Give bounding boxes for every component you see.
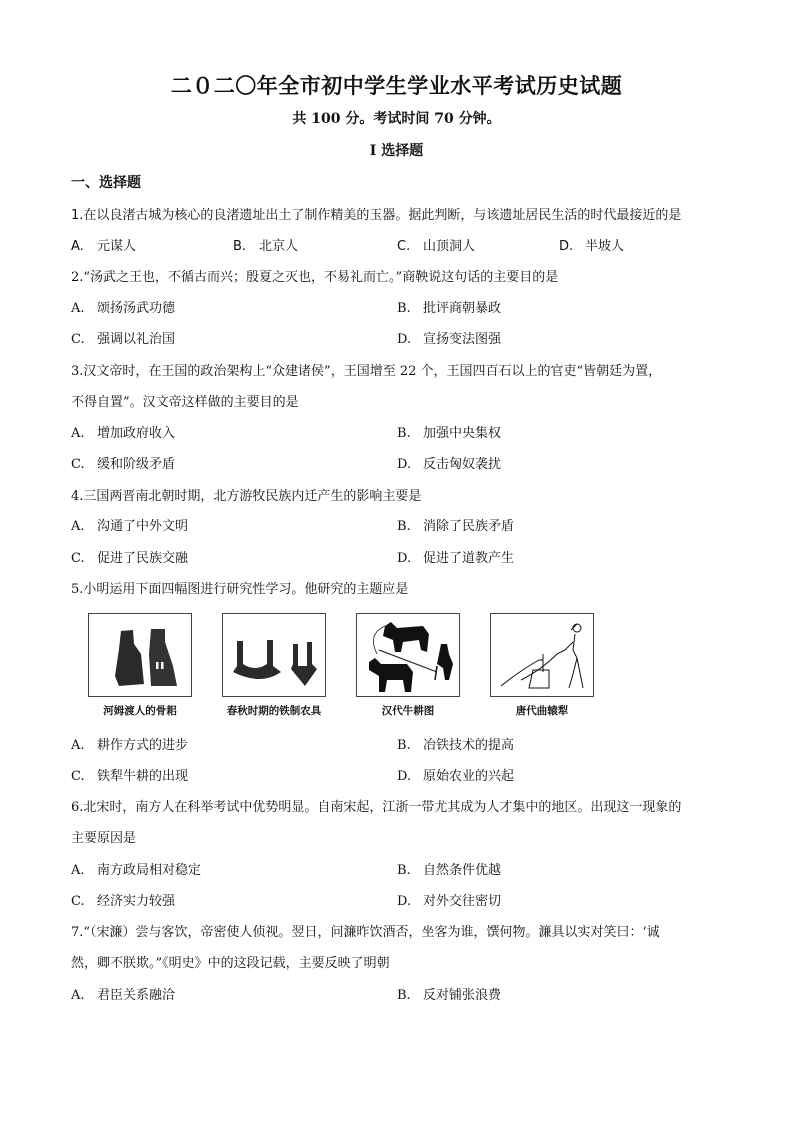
option-text: 君臣关系融洽	[97, 988, 176, 1003]
question-7-option-a[interactable]	[71, 984, 175, 1003]
option-text: 加强中央集权	[423, 426, 502, 441]
question-7-option-b[interactable]	[397, 984, 501, 1003]
question-3-option-a[interactable]	[71, 422, 175, 441]
question-2-option-c[interactable]	[71, 328, 175, 347]
question-4-option-a[interactable]	[71, 515, 188, 534]
exam-subtitle: 共 100 分。考试时间 70 分钟。	[292, 111, 501, 127]
question-1-option-c[interactable]	[397, 235, 475, 254]
question-1-option-b[interactable]	[233, 235, 298, 254]
curved-plow-image	[490, 613, 594, 697]
option-text: 颂扬汤武功德	[97, 301, 176, 316]
figure-caption: 汉代牛耕图	[381, 705, 435, 717]
option-label: A.	[71, 738, 85, 753]
option-text: 对外交往密切	[423, 894, 502, 909]
option-label: A.	[71, 301, 85, 316]
question-5-option-d[interactable]	[397, 765, 514, 784]
option-text: 冶铁技术的提高	[423, 738, 515, 753]
option-text: 沟通了中外文明	[97, 519, 189, 534]
question-1-option-a[interactable]	[71, 235, 136, 254]
option-label: B.	[397, 426, 411, 441]
option-label: D.	[397, 769, 412, 784]
figure-caption: 河姆渡人的骨耜	[103, 705, 177, 717]
option-label: A.	[71, 239, 84, 254]
option-label: C.	[71, 457, 85, 472]
option-label: C.	[397, 239, 411, 254]
question-3-option-c[interactable]	[71, 453, 175, 472]
question-3-option-d[interactable]	[397, 453, 501, 472]
option-text: 反对铺张浪费	[423, 988, 502, 1003]
option-text: 缓和阶级矛盾	[97, 457, 176, 472]
question-2-option-b[interactable]	[397, 297, 501, 316]
option-label: B.	[397, 863, 411, 878]
question-1-option-d[interactable]	[559, 235, 624, 254]
question-6-stem-line-2: 主要原因是	[71, 831, 137, 846]
option-text: 元谋人	[97, 239, 137, 254]
question-6-option-a[interactable]	[71, 859, 201, 878]
question-2-option-d[interactable]	[397, 328, 501, 347]
option-text: 批评商朝暴政	[423, 301, 502, 316]
iron-tools-image	[222, 613, 326, 697]
question-2-option-a[interactable]	[71, 297, 175, 316]
question-5-option-c[interactable]	[71, 765, 188, 784]
option-label: C.	[71, 332, 85, 347]
option-text: 北京人	[259, 239, 299, 254]
question-4-option-d[interactable]	[397, 547, 514, 566]
question-1-stem: 1.在以良渚古城为核心的良渚遗址出土了制作精美的玉器。据此判断，与该遗址居民生活的时代最接近的是	[71, 208, 682, 223]
option-label: B.	[397, 738, 411, 753]
option-text: 原始农业的兴起	[423, 769, 515, 784]
option-text: 山顶洞人	[423, 239, 476, 254]
question-6-option-c[interactable]	[71, 890, 175, 909]
option-label: A.	[71, 519, 85, 534]
option-label: B.	[233, 239, 247, 254]
option-label: A.	[71, 426, 85, 441]
question-7-stem-line-2: 然，卿不朕欺。”《明史》中的这段记载，主要反映了明朝	[71, 956, 390, 971]
option-label: D.	[397, 457, 412, 472]
option-label: D.	[397, 551, 412, 566]
option-label: D.	[397, 332, 412, 347]
section-heading: 一、选择题	[71, 175, 141, 191]
question-4-stem: 4.三国两晋南北朝时期，北方游牧民族内迁产生的影响主要是	[71, 489, 422, 504]
figure-caption: 春秋时期的铁制农具	[226, 705, 322, 717]
option-text: 强调以礼治国	[97, 332, 176, 347]
ox-plowing-image	[356, 613, 460, 697]
option-text: 经济实力较强	[97, 894, 176, 909]
figure-curved-plow	[490, 613, 594, 718]
option-text: 消除了民族矛盾	[423, 519, 515, 534]
question-7-stem-line-1: 7.“（宋濂）尝与客饮，帝密使人侦视。翌日，问濂昨饮酒否，坐客为谁，馔何物。濂具以实对笑曰：‘诚	[71, 925, 660, 940]
option-text: 增加政府收入	[97, 426, 176, 441]
question-2-stem: 2.“汤武之王也，不循古而兴；殷夏之灭也，不易礼而亡。”商鞅说这句话的主要目的是	[71, 270, 559, 285]
option-label: B.	[397, 988, 411, 1003]
option-text: 半坡人	[585, 239, 625, 254]
option-label: C.	[71, 894, 85, 909]
question-3-option-b[interactable]	[397, 422, 501, 441]
option-label: C.	[71, 551, 85, 566]
option-label: C.	[71, 769, 85, 784]
question-4-option-b[interactable]	[397, 515, 514, 534]
question-3-stem-line-1: 3.汉文帝时，在王国的政治架构上“众建诸侯”，王国增至 22 个，王国四百石以上的官吏“皆朝廷为置，	[71, 364, 662, 379]
option-text: 宣扬变法图强	[423, 332, 502, 347]
question-5-option-b[interactable]	[397, 734, 514, 753]
figure-bone-spade	[88, 613, 192, 718]
option-text: 自然条件优越	[423, 863, 502, 878]
figure-ox-plowing	[356, 613, 460, 718]
question-5-stem: 5.小明运用下面四幅图进行研究性学习。他研究的主题应是	[71, 582, 409, 597]
figure-caption: 唐代曲辕犁	[515, 705, 569, 717]
question-3-stem-line-2: 不得自置”。汉文帝这样做的主要目的是	[71, 395, 299, 410]
option-label: A.	[71, 988, 85, 1003]
question-6-option-b[interactable]	[397, 859, 501, 878]
option-label: D.	[559, 239, 574, 254]
bone-spade-image	[88, 613, 192, 697]
option-text: 促进了民族交融	[97, 551, 189, 566]
option-text: 耕作方式的进步	[97, 738, 189, 753]
option-label: A.	[71, 863, 85, 878]
option-label: B.	[397, 301, 411, 316]
question-6-option-d[interactable]	[397, 890, 501, 909]
question-5-option-a[interactable]	[71, 734, 188, 753]
option-text: 南方政局相对稳定	[97, 863, 202, 878]
option-text: 促进了道教产生	[423, 551, 515, 566]
part-heading: I 选择题	[369, 143, 424, 159]
option-text: 铁犁牛耕的出现	[97, 769, 189, 784]
question-4-option-c[interactable]	[71, 547, 188, 566]
figure-iron-tools	[222, 613, 326, 718]
option-label: B.	[397, 519, 411, 534]
question-6-stem-line-1: 6.北宋时，南方人在科举考试中优势明显。自南宋起，江浙一带尤其成为人才集中的地区。出现这一现象的	[71, 800, 682, 815]
question-5-figures	[88, 613, 608, 723]
option-label: D.	[397, 894, 412, 909]
exam-title: 二０二〇年全市初中学生学业水平考试历史试题	[170, 74, 623, 98]
option-text: 反击匈奴袭扰	[423, 457, 502, 472]
